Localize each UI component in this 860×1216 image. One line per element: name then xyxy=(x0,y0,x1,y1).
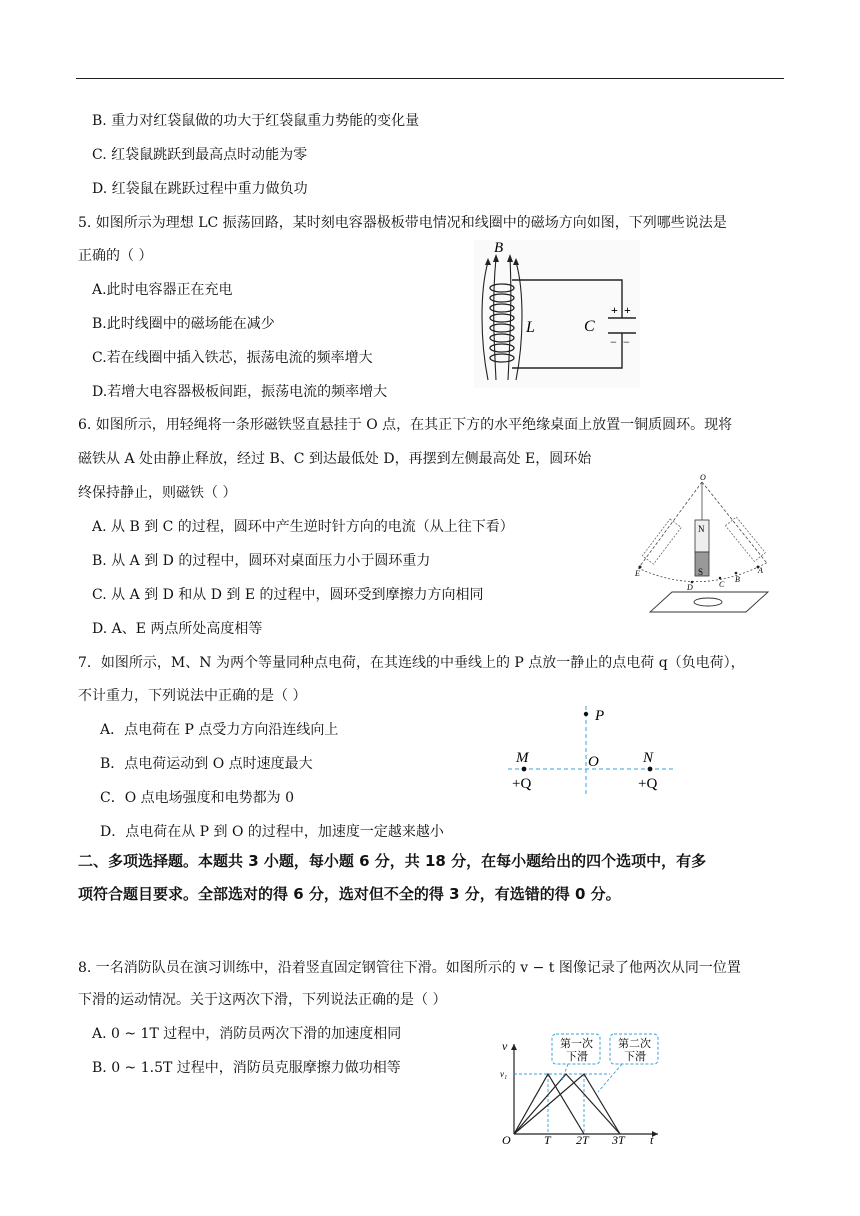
q6-option-a: A. 从 B 到 C 的过程，圆环中产生逆时针方向的电流（从上往下看） xyxy=(92,519,514,535)
q5-option-b: B.此时线圈中的磁场能在减少 xyxy=(92,316,275,332)
callout-first-line1: 第一次 xyxy=(560,1038,593,1050)
vt-graph-figure xyxy=(498,1030,670,1148)
pendulum-label-c: C xyxy=(719,580,725,589)
charge-n-value: +Q xyxy=(638,776,658,792)
q8-stem-1: 8. 一名消防队员在演习训练中，沿着竖直固定钢管往下滑。如图所示的 v − t 图像记录了他两次从同一位置 xyxy=(78,960,741,976)
q6-stem-1: 6. 如图所示，用轻绳将一条形磁铁竖直悬挂于 O 点，在其正下方的水平绝缘桌面上放置一铜质圆环。现将 xyxy=(78,417,733,433)
section2-heading-2: 项符合题目要求。全部选对的得 6 分，选对但不全的得 3 分，有选错的得 0 分。 xyxy=(78,885,621,903)
q4-option-c: C. 红袋鼠跳跃到最高点时动能为零 xyxy=(92,147,308,163)
q7-option-a: A．点电荷在 P 点受力方向沿连线向上 xyxy=(100,722,339,738)
svg-text:−: − xyxy=(610,335,617,349)
section2-heading-1: 二、多项选择题。本题共 3 小题，每小题 6 分，共 18 分，在每小题给出的四个选项中，有多 xyxy=(78,852,707,870)
axis-label-v: v xyxy=(502,1039,508,1053)
q8-option-a: A. 0 ~ 1T 过程中，消防员两次下滑的加速度相同 xyxy=(92,1026,402,1042)
point-charges-figure xyxy=(500,696,680,800)
q6-stem-2: 磁铁从 A 处由静止释放，经过 B、C 到达最低处 D，再摆到左侧最高处 E，圆环始 xyxy=(78,451,592,467)
q4-option-d: D. 红袋鼠在跳跃过程中重力做负功 xyxy=(92,181,308,197)
callout-first-line2: 下滑 xyxy=(566,1051,588,1063)
magnet-s-label: S xyxy=(698,567,704,577)
tick-label-3t: 3T xyxy=(612,1133,625,1147)
q7-option-c: C．O 点电场强度和电势都为 0 xyxy=(100,790,294,806)
pendulum-label-b: B xyxy=(735,575,740,584)
svg-text:−: − xyxy=(623,335,630,349)
magnet-n-label: N xyxy=(698,524,705,534)
lc-label-c: C xyxy=(584,318,595,335)
q6-option-c: C. 从 A 到 D 和从 D 到 E 的过程中，圆环受到摩擦力方向相同 xyxy=(92,587,484,603)
q8-option-b: B. 0 ~ 1.5T 过程中，消防员克服摩擦力做功相等 xyxy=(92,1060,401,1076)
q5-option-c: C.若在线圈中插入铁芯，振荡电流的频率增大 xyxy=(92,350,373,366)
lc-label-b: B xyxy=(494,240,504,256)
lc-circuit-figure xyxy=(474,240,640,388)
svg-text:+: + xyxy=(611,303,618,317)
q6-option-d: D. A、E 两点所处高度相等 xyxy=(92,621,263,637)
axis-label-t: t xyxy=(650,1133,654,1147)
pendulum-label-a: A xyxy=(758,566,763,575)
charge-m-value: +Q xyxy=(512,776,532,792)
q6-option-b: B. 从 A 到 D 的过程中，圆环对桌面压力小于圆环重力 xyxy=(92,553,431,569)
axis-label-v1: v₁ xyxy=(500,1069,508,1079)
q7-stem-1: 7．如图所示，M、N 为两个等量同种点电荷，在其连线的中垂线上的 P 点放一静止的点电荷 q（负电荷）， xyxy=(78,655,745,671)
header-rule xyxy=(76,78,784,79)
callout-second-line2: 下滑 xyxy=(624,1051,646,1063)
lc-label-l: L xyxy=(526,319,535,336)
svg-text:+: + xyxy=(624,303,631,317)
pendulum-label-e: E xyxy=(635,569,640,578)
pendulum-magnet-figure xyxy=(630,470,775,615)
callout-second-line1: 第二次 xyxy=(618,1038,651,1050)
q5-stem-1: 5. 如图所示为理想 LC 振荡回路，某时刻电容器极板带电情况和线圈中的磁场方向如图，下列哪些说法是 xyxy=(78,215,727,231)
q5-option-d: D.若增大电容器极板间距，振荡电流的频率增大 xyxy=(92,384,388,400)
q8-stem-2: 下滑的运动情况。关于这两次下滑，下列说法正确的是（ ） xyxy=(78,992,447,1008)
tick-label-2t: 2T xyxy=(576,1133,589,1147)
charge-label-o: O xyxy=(588,754,599,770)
q7-stem-2: 不计重力，下列说法中正确的是（ ） xyxy=(78,688,307,704)
q7-option-b: B．点电荷运动到 O 点时速度最大 xyxy=(100,756,313,772)
q7-option-d: D．点电荷在从 P 到 O 的过程中，加速度一定越来越小 xyxy=(100,824,444,840)
charge-label-m: M xyxy=(516,750,529,766)
pendulum-label-o: O xyxy=(700,473,706,482)
q5-stem-2: 正确的（ ） xyxy=(78,248,153,264)
q5-option-a: A.此时电容器正在充电 xyxy=(92,282,233,298)
axis-label-origin: O xyxy=(502,1133,511,1147)
q4-option-b: B. 重力对红袋鼠做的功大于红袋鼠重力势能的变化量 xyxy=(92,113,420,129)
pendulum-label-d: D xyxy=(687,583,693,592)
tick-label-t: T xyxy=(544,1133,551,1147)
charge-label-p: P xyxy=(595,708,605,724)
q6-stem-3: 终保持静止，则磁铁（ ） xyxy=(78,485,237,501)
charge-label-n: N xyxy=(643,750,654,766)
